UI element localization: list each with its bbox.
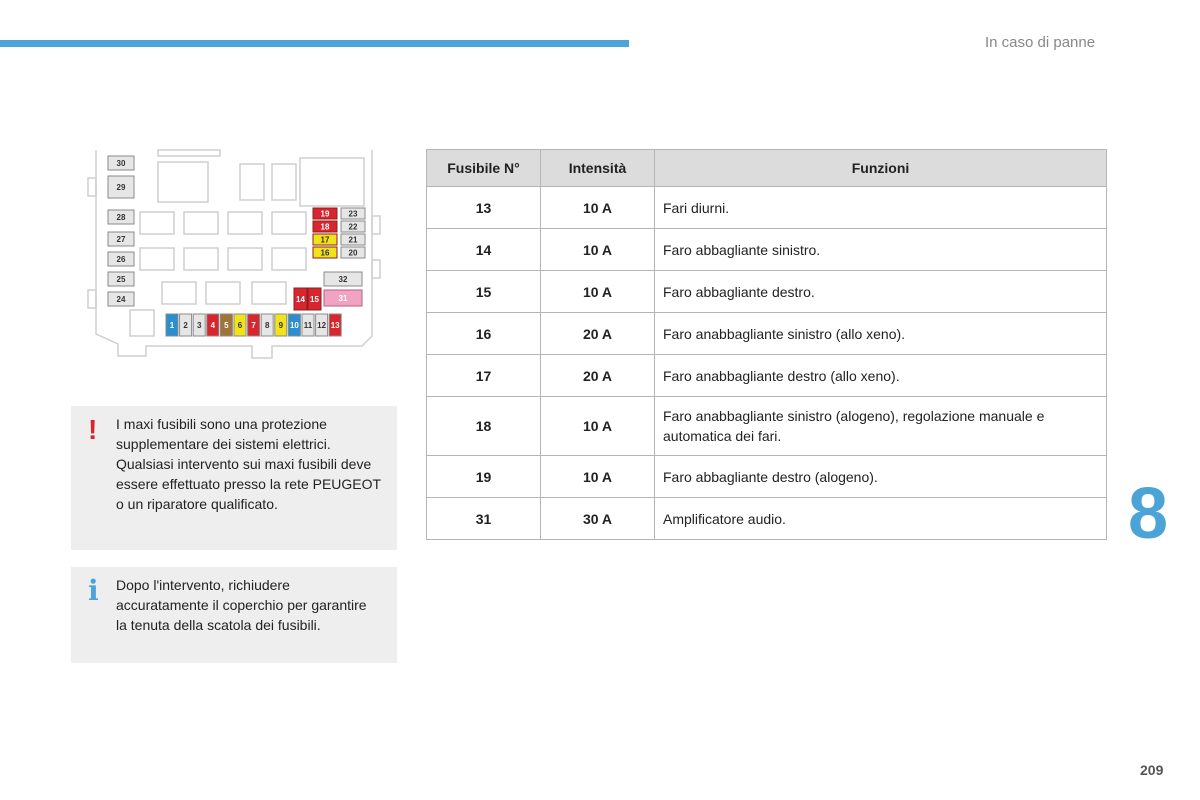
svg-text:21: 21 — [348, 235, 358, 245]
fuse-1 — [166, 314, 178, 336]
svg-text:29: 29 — [116, 183, 126, 192]
fuse-30 — [108, 156, 134, 170]
fuse-21 — [341, 234, 365, 245]
fuse-2 — [180, 314, 192, 336]
fuse-12 — [316, 314, 328, 336]
fuse-box-diagram — [86, 146, 386, 368]
svg-text:24: 24 — [116, 295, 126, 304]
fuse-number: 31 — [427, 498, 541, 540]
fuse-6 — [234, 314, 246, 336]
fuse-17 — [313, 234, 337, 245]
fuse-25 — [108, 272, 134, 286]
fuse-7 — [248, 314, 260, 336]
fuse-18 — [313, 221, 337, 232]
svg-text:9: 9 — [278, 321, 284, 330]
svg-text:14: 14 — [296, 295, 305, 304]
svg-text:2: 2 — [183, 321, 188, 330]
fuse-intensity: 10 A — [541, 187, 655, 229]
fuse-function: Faro anabbagliante sinistro (alogeno), regolazione manuale e automatica dei fari. — [655, 397, 1107, 456]
svg-text:8: 8 — [264, 321, 270, 330]
fuse-intensity: 10 A — [541, 456, 655, 498]
fuse-number: 14 — [427, 229, 541, 271]
fuse-function: Amplificatore audio. — [655, 498, 1107, 540]
fuse-number: 19 — [427, 456, 541, 498]
fuse-26 — [108, 252, 134, 266]
svg-text:13: 13 — [330, 321, 340, 330]
fuse-intensity: 20 A — [541, 355, 655, 397]
svg-text:30: 30 — [116, 159, 126, 168]
svg-text:32: 32 — [338, 275, 348, 284]
svg-text:16: 16 — [320, 248, 330, 258]
svg-text:26: 26 — [116, 255, 126, 264]
fuse-number: 13 — [427, 187, 541, 229]
info-text: Dopo l'intervento, richiudere accuratamente il coperchio per garantire la tenuta della scatola dei fusibili. — [116, 577, 367, 633]
fuse-13 — [329, 314, 341, 336]
fuse-function: Faro anabbagliante sinistro (allo xeno). — [655, 313, 1107, 355]
fuse-9 — [275, 314, 287, 336]
section-title: In caso di panne — [985, 34, 1096, 51]
warning-note — [71, 406, 397, 550]
fuse-intensity: 20 A — [541, 313, 655, 355]
fuse-intensity: 10 A — [541, 271, 655, 313]
fuse-function: Fari diurni. — [655, 187, 1107, 229]
table-row — [427, 187, 1107, 229]
fuse-16 — [313, 247, 337, 258]
header-intensity: Intensità — [541, 150, 655, 187]
fuse-intensity: 30 A — [541, 498, 655, 540]
fuse-10 — [288, 314, 300, 336]
svg-text:10: 10 — [289, 321, 299, 330]
fuse-number: 17 — [427, 355, 541, 397]
fuse-intensity: 10 A — [541, 397, 655, 456]
svg-text:5: 5 — [224, 321, 229, 330]
warning-text: I maxi fusibili sono una protezione supplementare dei sistemi elettrici. Qualsiasi intervento sui maxi fusibili deve essere effettuato presso la rete PEUGEOT o un riparatore qualificato. — [116, 416, 381, 512]
table-row — [427, 498, 1107, 540]
fuse-27 — [108, 232, 134, 246]
fuse-function: Faro anabbagliante destro (allo xeno). — [655, 355, 1107, 397]
header-functions: Funzioni — [655, 150, 1107, 187]
fuse-function: Faro abbagliante sinistro. — [655, 229, 1107, 271]
svg-text:4: 4 — [210, 321, 216, 330]
svg-text:25: 25 — [116, 275, 126, 284]
fuse-31 — [324, 290, 362, 306]
fuse-29 — [108, 176, 134, 198]
fuse-14 — [294, 288, 307, 310]
svg-text:7: 7 — [251, 321, 256, 330]
fuse-28 — [108, 210, 134, 224]
fuse-8 — [261, 314, 273, 336]
svg-text:23: 23 — [348, 209, 358, 219]
fuse-20 — [341, 247, 365, 258]
svg-text:17: 17 — [320, 235, 330, 245]
fuse-22 — [341, 221, 365, 232]
fuse-intensity: 10 A — [541, 229, 655, 271]
svg-text:27: 27 — [116, 235, 126, 244]
info-icon: i — [88, 574, 99, 607]
svg-text:1: 1 — [169, 321, 175, 330]
fuse-11 — [302, 314, 314, 336]
svg-text:28: 28 — [116, 213, 126, 222]
svg-text:22: 22 — [348, 222, 358, 232]
fuse-24 — [108, 292, 134, 306]
svg-text:18: 18 — [320, 222, 330, 232]
fuse-number: 16 — [427, 313, 541, 355]
table-row — [427, 456, 1107, 498]
svg-text:31: 31 — [338, 294, 348, 303]
fuse-function: Faro abbagliante destro. — [655, 271, 1107, 313]
fuse-number: 15 — [427, 271, 541, 313]
fuse-table — [426, 149, 1107, 540]
table-row — [427, 271, 1107, 313]
fuse-23 — [341, 208, 365, 219]
fuse-15 — [308, 288, 321, 310]
table-row — [427, 397, 1107, 456]
fuse-19 — [313, 208, 337, 219]
header-fuse-number: Fusibile N° — [427, 150, 541, 187]
chapter-number: 8 — [1128, 474, 1169, 554]
svg-text:11: 11 — [303, 321, 313, 330]
fuse-32 — [324, 272, 362, 286]
svg-text:6: 6 — [237, 321, 243, 330]
table-row — [427, 355, 1107, 397]
fuse-function: Faro abbagliante destro (alogeno). — [655, 456, 1107, 498]
header-accent-bar — [0, 40, 629, 47]
fuse-number: 18 — [427, 397, 541, 456]
svg-text:20: 20 — [348, 248, 358, 258]
svg-text:12: 12 — [317, 321, 327, 330]
table-row — [427, 313, 1107, 355]
svg-text:19: 19 — [320, 209, 330, 219]
exclamation-icon: ! — [88, 414, 98, 445]
fuse-5 — [220, 314, 232, 336]
svg-text:3: 3 — [196, 321, 202, 330]
fuse-4 — [207, 314, 219, 336]
table-row — [427, 229, 1107, 271]
info-note — [71, 567, 397, 663]
table-header-row — [427, 150, 1107, 187]
fuse-3 — [193, 314, 205, 336]
svg-text:15: 15 — [310, 295, 319, 304]
page-number: 209 — [1140, 762, 1164, 778]
